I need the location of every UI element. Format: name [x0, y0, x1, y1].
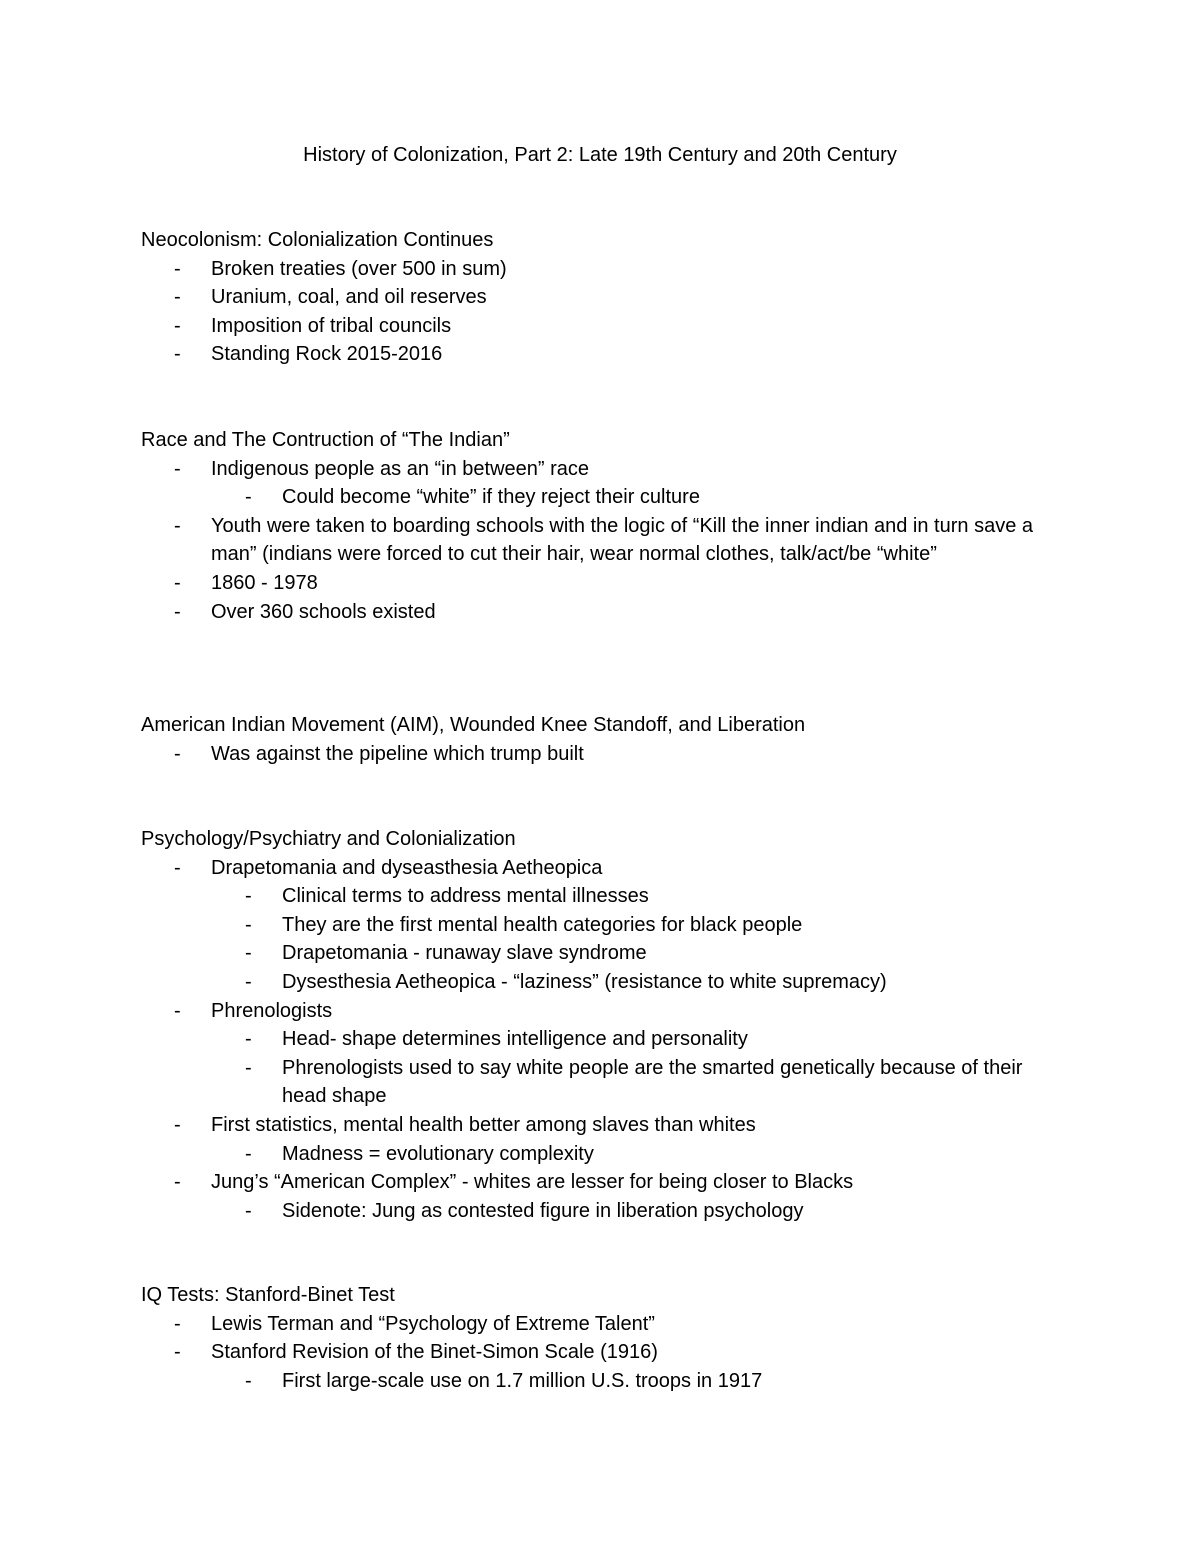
list-item [141, 255, 1061, 284]
list-item [141, 997, 1061, 1026]
bullet-dash: - [174, 343, 181, 366]
bullet-dash: - [174, 999, 181, 1022]
list-item-text: Uranium, coal, and oil reserves [211, 286, 487, 309]
bullet-dash: - [174, 742, 181, 765]
list-item-text: Stanford Revision of the Binet-Simon Scale (1916) [211, 1341, 658, 1364]
list-item-text: Dysesthesia Aetheopica - “laziness” (resistance to white supremacy) [282, 970, 887, 993]
list-item [141, 1310, 1061, 1339]
list-item-text: Over 360 schools existed [211, 600, 436, 623]
sub-list-item [141, 1367, 1061, 1396]
list-item-text: 1860 - 1978 [211, 571, 318, 594]
list-item [141, 740, 1061, 769]
bullet-dash: - [245, 1199, 252, 1222]
bullet-dash: - [174, 286, 181, 309]
section-heading: American Indian Movement (AIM), Wounded Knee Standoff, and Liberation [141, 714, 806, 736]
bullet-dash: - [174, 1113, 181, 1136]
bullet-dash: - [245, 486, 252, 509]
bullet-dash: - [174, 1312, 181, 1335]
sub-list-item [141, 1197, 1061, 1226]
section-iq-tests [141, 1281, 1061, 1395]
sub-list-item [141, 1054, 1061, 1111]
list-item-text: Could become “white” if they reject their culture [282, 486, 700, 509]
bullet-dash: - [245, 1369, 252, 1392]
section-aim [141, 711, 1061, 768]
bullet-dash: - [174, 457, 181, 480]
bullet-dash: - [245, 885, 252, 908]
section-psychology [141, 825, 1061, 1225]
sub-list-item [141, 882, 1061, 911]
list-item-text: Standing Rock 2015-2016 [211, 343, 443, 366]
list-item-text: Phrenologists used to say white people are the smarted genetically because of their head shape [282, 1056, 1023, 1108]
list-item-text: First large-scale use on 1.7 million U.S. troops in 1917 [282, 1369, 763, 1392]
sub-list-item [141, 1140, 1061, 1169]
list-item [141, 569, 1061, 598]
bullet-dash: - [245, 1028, 252, 1051]
bullet-list [141, 455, 1061, 627]
list-item-text: They are the first mental health categories for black people [282, 913, 803, 936]
list-item-text: Broken treaties (over 500 in sum) [211, 257, 507, 280]
bullet-dash: - [174, 257, 181, 280]
list-item [141, 598, 1061, 627]
bullet-dash: - [174, 600, 181, 623]
list-item-text: Imposition of tribal councils [211, 314, 452, 337]
bullet-dash: - [174, 1171, 181, 1194]
list-item-text: Drapetomania - runaway slave syndrome [282, 942, 647, 965]
list-item [141, 512, 1061, 569]
list-item [141, 1168, 1061, 1197]
bullet-dash: - [174, 314, 181, 337]
bullet-dash: - [174, 856, 181, 879]
bullet-list [141, 854, 1061, 1226]
bullet-dash: - [245, 913, 252, 936]
section-heading: Neocolonism: Colonialization Continues [141, 229, 494, 251]
list-item-text: Sidenote: Jung as contested figure in liberation psychology [282, 1199, 804, 1222]
bullet-dash: - [245, 1142, 252, 1165]
list-item-text: Drapetomania and dyseasthesia Aetheopica [211, 856, 603, 879]
sub-list-item [141, 483, 1061, 512]
bullet-dash: - [245, 942, 252, 965]
list-item [141, 455, 1061, 484]
bullet-list [141, 740, 1061, 769]
list-item-text: Lewis Terman and “Psychology of Extreme Talent” [211, 1312, 655, 1335]
list-item [141, 854, 1061, 883]
list-item [141, 1338, 1061, 1367]
list-item-text: Jung’s “American Complex” - whites are lesser for being closer to Blacks [211, 1171, 854, 1194]
bullet-dash: - [174, 514, 181, 537]
sub-list-item [141, 939, 1061, 968]
bullet-dash: - [245, 970, 252, 993]
bullet-list [141, 255, 1061, 369]
bullet-list [141, 1310, 1061, 1396]
document-title: History of Colonization, Part 2: Late 19th Century and 20th Century [303, 144, 897, 166]
section-heading: IQ Tests: Stanford-Binet Test [141, 1284, 395, 1306]
list-item-text: Head- shape determines intelligence and personality [282, 1028, 748, 1051]
list-item [141, 1111, 1061, 1140]
section-heading: Psychology/Psychiatry and Colonialization [141, 828, 516, 850]
section-heading: Race and The Contruction of “The Indian” [141, 429, 510, 451]
list-item-text: Youth were taken to boarding schools with the logic of “Kill the inner indian and in turn save a man” (indians were forced to cut their hair, wear normal clothes, talk/act/be “white” [211, 514, 1033, 566]
sub-list-item [141, 1025, 1061, 1054]
list-item-text: Madness = evolutionary complexity [282, 1142, 594, 1165]
list-item-text: Phrenologists [211, 999, 333, 1022]
list-item [141, 312, 1061, 341]
list-item-text: Clinical terms to address mental illnesses [282, 885, 649, 908]
bullet-dash: - [174, 1341, 181, 1364]
section-race-indian [141, 426, 1061, 626]
section-neocolonism [141, 226, 1061, 369]
list-item [141, 340, 1061, 369]
sub-list-item [141, 968, 1061, 997]
list-item-text: First statistics, mental health better among slaves than whites [211, 1113, 756, 1136]
list-item-text: Indigenous people as an “in between” race [211, 457, 590, 480]
bullet-dash: - [174, 571, 181, 594]
list-item [141, 283, 1061, 312]
bullet-dash: - [245, 1056, 252, 1079]
list-item-text: Was against the pipeline which trump built [211, 742, 584, 765]
sub-list-item [141, 911, 1061, 940]
